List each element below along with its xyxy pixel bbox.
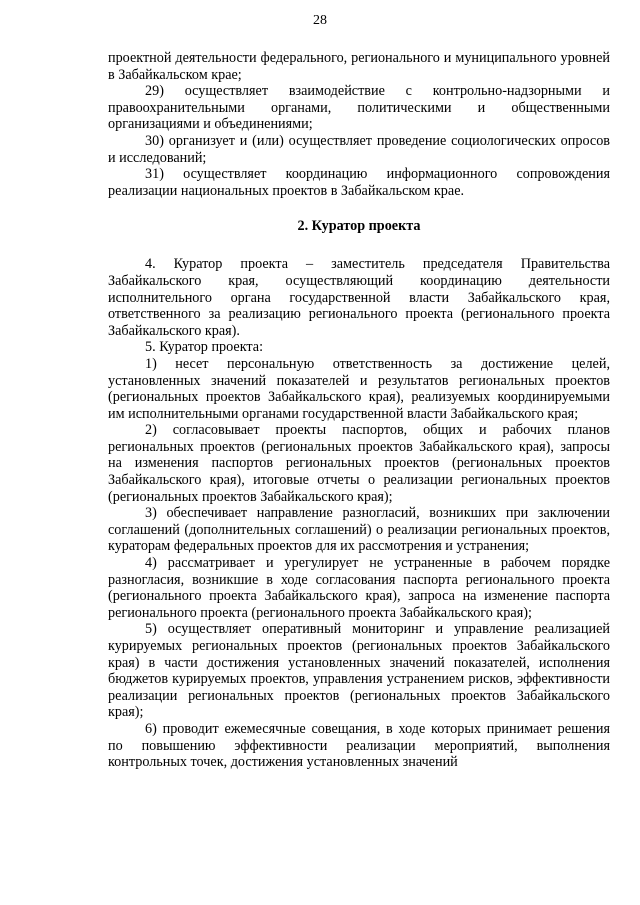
paragraph-clause-5: 5. Куратор проекта: [145, 339, 264, 356]
paragraph-subitem-4: 4) рассматривает и урегулирует не устраненные в рабочем порядке разногласия, возникшие в ходе согласования паспорта регионального проекта (регионального проекта Забайкальского края), запроса на изменение паспорта регионального проекта (регионального проекта Забайкальского края); [108, 555, 610, 621]
paragraph-subitem-2: 2) согласовывает проекты паспортов, общих и рабочих планов региональных проектов (региональных проектов Забайкальского края), запросы на изменения паспортов региональных проектов (региональных проектов Забайкальского края), итоговые отчеты о реализации региональных проектов (региональных проектов Забайкальского края); [108, 422, 610, 505]
page-number: 28 [313, 13, 327, 28]
paragraph-item-31: 31) осуществляет координацию информационного сопровождения реализации национальных проектов в Забайкальском крае. [108, 166, 610, 199]
paragraph-clause-4: 4. Куратор проекта – заместитель председателя Правительства Забайкальского края, осуществляющий координацию деятельности исполнительного органа государственной власти Забайкальского края, ответственного за реализацию регионального проекта (регионального проекта Забайкальского края). [108, 256, 610, 339]
paragraph-subitem-1: 1) несет персональную ответственность за достижение целей, установленных значений показателей и результатов региональных проектов (региональных проектов Забайкальского края), реализуемых координируемыми им исполнительными органами государственной власти Забайкальского края; [108, 355, 610, 422]
paragraph-subitem-5: 5) осуществляет оперативный мониторинг и управление реализацией курируемых региональных проектов (региональных проектов Забайкальского края) в части достижения установленных значений показателей, исполнения бюджетов курируемых проектов, управления устранением рисков, эффективности реализации региональных проектов (региональных проектов Забайкальского края); [108, 621, 610, 721]
document-body [108, 50, 610, 771]
paragraph-subitem-6: 6) проводит ежемесячные совещания, в ходе которых принимает решения по повышению эффективности реализации мероприятий, выполнения контрольных точек, достижения установленных значений [108, 720, 610, 771]
section-heading: 2. Куратор проекта [297, 218, 421, 235]
paragraph-continuation: проектной деятельности федерального, регионального и муниципального уровней в Забайкальском крае; [108, 50, 610, 83]
paragraph-item-29: 29) осуществляет взаимодействие с контрольно-надзорными и правоохранительными органами, политическими и общественными организациями и объединениями; [108, 83, 610, 133]
paragraph-subitem-3: 3) обеспечивает направление разногласий, возникших при заключении соглашений (дополнительных соглашений) о реализации региональных проектов, кураторам федеральных проектов для их рассмотрения и устранения; [108, 505, 610, 555]
paragraph-item-30: 30) организует и (или) осуществляет проведение социологических опросов и исследований; [108, 132, 610, 166]
